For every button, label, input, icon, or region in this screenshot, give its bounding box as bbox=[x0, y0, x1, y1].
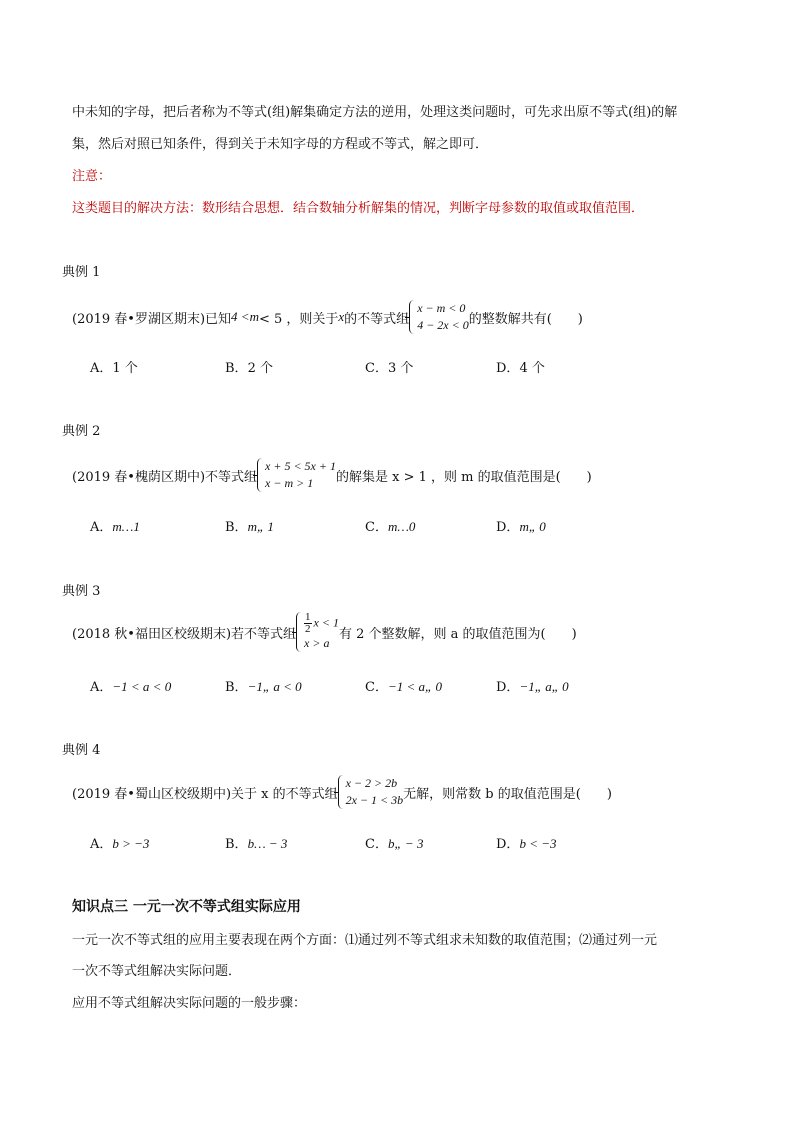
example-4-option-d: D．b < −3 bbox=[496, 836, 557, 852]
example-1-title: 典例 1 bbox=[62, 265, 101, 280]
example-1-var-m: m bbox=[249, 309, 259, 324]
example-2-system bbox=[257, 458, 336, 492]
example-4-suffix: 无解，则常数 b 的取值范围是( ) bbox=[403, 786, 612, 802]
example-4-system bbox=[338, 775, 404, 809]
example-1-var-x: x bbox=[338, 309, 345, 324]
example-3-option-d: D．−1„ a„ 0 bbox=[496, 679, 569, 695]
example-1-question bbox=[72, 300, 583, 334]
example-4-question bbox=[72, 775, 612, 809]
left-brace-icon bbox=[296, 612, 302, 652]
example-1-expr-3: 的不等式组 bbox=[344, 311, 410, 327]
example-3-question bbox=[72, 612, 577, 652]
example-4-system-row-2: 2x − 1 < 3b bbox=[345, 793, 404, 807]
section-3-heading: 知识点三 一元一次不等式组实际应用 bbox=[72, 899, 301, 915]
note-text: 这类题目的解决方法：数形结合思想．结合数轴分析解集的情况，判断字母参数的取值或取值范围． bbox=[72, 201, 645, 216]
example-2-title: 典例 2 bbox=[62, 424, 101, 439]
example-1-option-d: D．4 个 bbox=[496, 361, 545, 376]
example-4-option-b: B．b… − 3 bbox=[225, 836, 288, 852]
example-3-prefix: (2018 秋•福田区校级期末)若不等式组 bbox=[72, 626, 297, 642]
example-3-suffix: 有 2 个整数解，则 a 的取值范围为( ) bbox=[338, 626, 577, 642]
note-label: 注意： bbox=[72, 169, 112, 184]
example-2-option-b: B．m„ 1 bbox=[225, 519, 274, 535]
example-2-question bbox=[72, 458, 592, 492]
example-1-system-row-1: x − m < 0 bbox=[417, 301, 466, 315]
example-1-option-c: C．3 个 bbox=[365, 361, 414, 376]
section-3-para-1: 一元一次不等式组的应用主要表现在两个方面：⑴通过列不等式组求未知数的取值范围；⑵通过列一元 bbox=[72, 933, 658, 948]
example-4-option-a: A．b > −3 bbox=[90, 836, 150, 852]
left-brace-icon bbox=[257, 458, 263, 492]
example-2-prefix: (2019 春•槐荫区期中)不等式组 bbox=[72, 469, 258, 485]
example-3-option-b: B．−1„ a < 0 bbox=[225, 679, 302, 695]
example-1-option-b: B．2 个 bbox=[225, 361, 273, 376]
example-3-system-row-2: x > a bbox=[304, 636, 330, 650]
example-1-suffix: 的整数解共有( ) bbox=[468, 311, 583, 327]
example-3-option-a: A．−1 < a < 0 bbox=[90, 679, 172, 695]
example-2-system-row-1: x + 5 < 5x + 1 bbox=[265, 459, 336, 473]
example-1-expr-1: 4 < bbox=[231, 309, 250, 324]
example-1-expr-2: < 5 ，则关于 bbox=[258, 311, 339, 327]
example-2-suffix: 的解集是 x > 1 ，则 m 的取值范围是( ) bbox=[335, 469, 592, 485]
example-4-prefix: (2019 春•蜀山区校级期中)关于 x 的不等式组 bbox=[72, 786, 338, 802]
example-3-system bbox=[296, 612, 339, 652]
example-1-system bbox=[409, 300, 469, 334]
section-3-para-3: 应用不等式组解决实际问题的一般步骤： bbox=[72, 996, 307, 1011]
example-2-option-a: A．m…1 bbox=[90, 519, 140, 535]
fraction-one-half: $\frac{1}{2}$ bbox=[305, 611, 311, 635]
example-3-option-c: C．−1 < a„ 0 bbox=[365, 679, 442, 695]
example-2-option-d: D．m„ 0 bbox=[496, 519, 546, 535]
left-brace-icon bbox=[338, 775, 344, 809]
example-2-system-row-2: x − m > 1 bbox=[265, 476, 314, 490]
example-4-system-row-1: x − 2 > 2b bbox=[345, 776, 398, 790]
example-2-option-c: C．m…0 bbox=[365, 519, 416, 535]
example-3-title: 典例 3 bbox=[62, 584, 101, 599]
example-4-option-c: C．b„ − 3 bbox=[365, 836, 424, 852]
section-3-para-2: 一次不等式组解决实际问题． bbox=[72, 964, 242, 979]
example-1-prefix: (2019 春•罗湖区期末)已知 bbox=[72, 311, 232, 327]
example-3-system-row-1: $\frac{1}{2}$ x < 1 bbox=[305, 611, 339, 635]
intro-line-2: 集，然后对照已知条件，得到关于未知字母的方程或不等式，解之即可． bbox=[72, 137, 489, 152]
left-brace-icon bbox=[409, 300, 415, 334]
example-1-option-a: A．1 个 bbox=[90, 361, 138, 376]
example-1-system-row-2: 4 − 2x < 0 bbox=[417, 318, 469, 332]
intro-line-1: 中未知的字母，把后者称为不等式(组)解集确定方法的逆用，处理这类问题时，可先求出原不等式(组)的解 bbox=[72, 105, 678, 120]
example-4-title: 典例 4 bbox=[62, 743, 101, 758]
